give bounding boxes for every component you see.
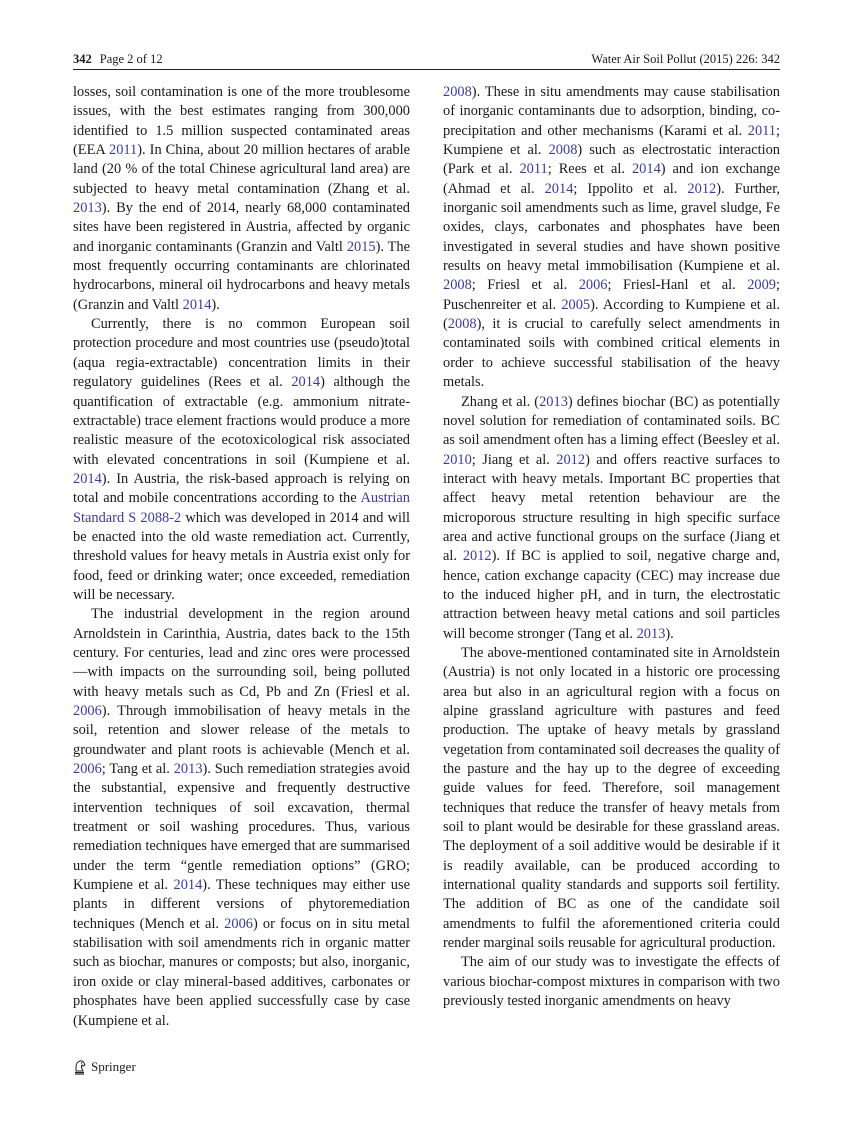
citation-link[interactable]: 2010 [443, 451, 472, 468]
body-text: ; Ippolito et al. [573, 180, 688, 197]
journal-citation: Water Air Soil Pollut (2015) 226: 342 [591, 52, 780, 66]
body-text: ; Rees et al. [547, 161, 632, 178]
springer-knight-icon [73, 1059, 87, 1075]
body-text: Currently, there is no common European soil protection procedure and most countries use (pseudo)total (aqua regia-extractable) concentration limits in their regulatory guidelines (Rees et al. [73, 316, 410, 391]
citation-link[interactable]: 2011 [747, 122, 776, 139]
citation-link[interactable]: 2008 [443, 84, 472, 100]
citation-link[interactable]: 2014 [73, 470, 102, 487]
citation-link[interactable]: 2014 [631, 161, 661, 178]
citation-link[interactable]: 2008 [447, 316, 477, 333]
body-text: ). In China, about 20 million hectares of arable land (20 % of the total Chinese agricultural land area) are subjected to heavy metal contamination (Zhang et al. [73, 142, 410, 197]
body-text: ; Kumpiene et al. [443, 122, 780, 159]
citation-link[interactable]: 2014 [182, 296, 212, 313]
body-text: ). By the end of 2014, nearly 68,000 contaminated sites have been registered in Austria, affected by organic and inorganic contaminants (Granzin and Valtl [73, 200, 410, 255]
body-text: ) defines biochar (BC) as potentially novel solution for remediation of contaminated soils. BC as soil amendment often has a liming effect (Beesley et al. [443, 393, 780, 449]
header-left [73, 51, 163, 67]
citation-link[interactable]: 2012 [462, 548, 492, 565]
paragraph [73, 315, 410, 605]
body-text: ), it is crucial to carefully select amendments in contaminated soils with combined critical elements in order to achieve successful stabilisation of the heavy metals. [443, 316, 780, 391]
paragraph [73, 605, 410, 1031]
body-text: ; Friesl-Hanl et al. [607, 277, 748, 294]
citation-link[interactable]: 2012 [556, 451, 586, 468]
paragraph [73, 83, 410, 315]
citation-link[interactable]: 2013 [73, 200, 102, 217]
citation-link[interactable]: 2014 [544, 180, 574, 197]
citation-link[interactable]: 2014 [291, 374, 321, 391]
citation-link[interactable]: 2005 [561, 296, 591, 313]
body-text: ). [211, 296, 220, 313]
paragraph [443, 644, 780, 954]
citation-link[interactable]: 2006 [73, 761, 102, 778]
citation-link[interactable]: 2006 [578, 277, 608, 294]
body-text: ). In Austria, the risk-based approach is relying on total and mobile concentrations according to the [73, 470, 410, 507]
body-text: ) such as electrostatic interaction (Park et al. [443, 142, 780, 178]
citation-link[interactable]: 2013 [173, 761, 203, 778]
body-text: ) and ion exchange (Ahmad et al. [443, 161, 780, 197]
body-text: ). Through immobilisation of heavy metals in the soil, retention and slower release of the metals to groundwater and plant roots is achievable (Mench et al. [73, 703, 410, 758]
body-text: which was developed in 2014 and will be enacted into the old waste remediation act. Currently, threshold values for heavy metals in Austria exist only for food, feed or drinking water; once exceeded, remediation will be necessary. [73, 509, 410, 603]
body-text: ). These techniques may either use plants in different versions of phytoremediation techniques (Mench et al. [73, 877, 410, 932]
page-indicator: Page 2 of 12 [99, 52, 163, 66]
citation-link[interactable]: 2006 [224, 915, 253, 932]
body-text: ). The most frequently occurring contaminants are chlorinated hydrocarbons, mineral oil hydrocarbons and heavy metals (Granzin and Valtl [73, 238, 410, 313]
citation-link[interactable]: 2011 [109, 142, 138, 159]
paragraph [443, 953, 780, 1011]
body-text: The aim of our study was to investigate the effects of various biochar-compost mixtures in comparison with two previously tested inorganic amendments on heavy [443, 954, 780, 1010]
body-text: Zhang et al. ( [461, 393, 540, 410]
body-text: The industrial development in the region around Arnoldstein in Carinthia, Austria, dates back to the 15th century. For centuries, lead and zinc ores were processed—with impacts on the surrounding soil, being polluted with heavy metals such as Cd, Pb and Zn (Friesl et al. [73, 606, 410, 700]
citation-link[interactable]: 2012 [687, 180, 717, 197]
citation-link[interactable]: 2013 [539, 393, 568, 410]
citation-link[interactable]: 2009 [747, 277, 776, 294]
body-text: ). According to Kumpiene et al. ( [443, 296, 780, 333]
left-column [73, 83, 410, 1031]
header-rule [73, 69, 780, 70]
citation-link[interactable]: 2006 [73, 703, 102, 719]
citation-link[interactable]: Austrian Standard S 2088-2 [73, 490, 410, 526]
body-text: ; Friesl et al. [471, 277, 579, 294]
citation-link[interactable]: 2011 [519, 161, 548, 178]
body-text: ) and offers reactive surfaces to interact with heavy metals. Important BC properties that affect heavy metal retention behaviour are the microporous structure resulting in high specific surface area and active functional groups on the surface (Jiang et al. [443, 451, 780, 565]
body-text: ). [665, 625, 674, 642]
body-text: ; Jiang et al. [471, 451, 557, 468]
body-text: ). Further, inorganic soil amendments such as lime, gravel sludge, Fe oxides, clays, carbonates and phosphates have been investigated in several studies and have shown positive results on heavy metal immobilisation (Kumpiene et al. [443, 180, 781, 275]
body-text: ) or focus on in situ metal stabilisation with soil amendments rich in organic matter such as biochar, manures or composts; but also, inorganic, iron oxide or clay mineral-based additives, carbonates or phosphates have been applied successfully case by case (Kumpiene et al. [73, 915, 410, 1029]
body-text: ; Tang et al. [101, 761, 174, 778]
right-column [443, 83, 780, 1012]
paragraph [443, 393, 780, 644]
body-text: The above-mentioned contaminated site in Arnoldstein (Austria) is not only located in a historic ore processing area but also in an agricultural region with a focus on alpine grassland agriculture with pastures and feed production. The uptake of heavy metals by grassland vegetation from contaminated soil decreases the quality of the pasture and the hay up to the degree of exceeding guide values for feed. Therefore, soil management techniques that reduce the transfer of heavy metals from soil to plant would be desirable for these grassland areas. The deployment of a soil additive would be desirable if it is readily available, can be produced according to international quality standards and supports soil fertility. The addition of BC as one of the candidate soil amendments to fulfil the aforementioned criteria could render marginal soils reusable for agricultural production. [443, 644, 780, 952]
body-text: ; Puschenreiter et al. [443, 277, 780, 313]
citation-link[interactable]: 2008 [548, 142, 578, 159]
citation-link[interactable]: 2013 [636, 625, 666, 642]
body-text: losses, soil contamination is one of the more troublesome issues, with the best estimates ranging from 300,000 identified to 1.5 million suspected contaminated areas (EEA [73, 84, 410, 159]
body-text: ) although the quantification of extractable (e.g. ammonium nitrate-extractable) trace element fractions would produce a more realistic measure of the ecotoxicological risk associated with elevated concentrations in soil (Kumpiene et al. [73, 374, 410, 468]
running-header [73, 51, 780, 69]
citation-link[interactable]: 2014 [173, 877, 203, 894]
body-text: ). If BC is applied to soil, negative charge and, hence, cation exchange capacity (CEC) may increase due to the induced higher pH, and in turn, the electrostatic attraction between heavy metal cations and soil particles will become stronger (Tang et al. [443, 548, 780, 642]
publisher-footer [73, 1058, 136, 1076]
paragraph [443, 83, 780, 393]
citation-link[interactable]: 2015 [346, 238, 376, 255]
publisher-name: Springer [91, 1059, 136, 1074]
body-text: ). Such remediation strategies avoid the substantial, expensive and frequently destructive intervention techniques of soil excavation, thermal treatment or soil washing procedures. Thus, various remediation techniques have emerged that are summarised under the term “gentle remediation options” (GRO; Kumpiene et al. [73, 761, 411, 894]
body-text: ). These in situ amendments may cause stabilisation of inorganic contaminants due to adsorption, binding, co-precipitation and other mechanisms (Karami et al. [443, 84, 780, 139]
article-number: 342 [73, 52, 92, 66]
citation-link[interactable]: 2008 [443, 277, 472, 294]
